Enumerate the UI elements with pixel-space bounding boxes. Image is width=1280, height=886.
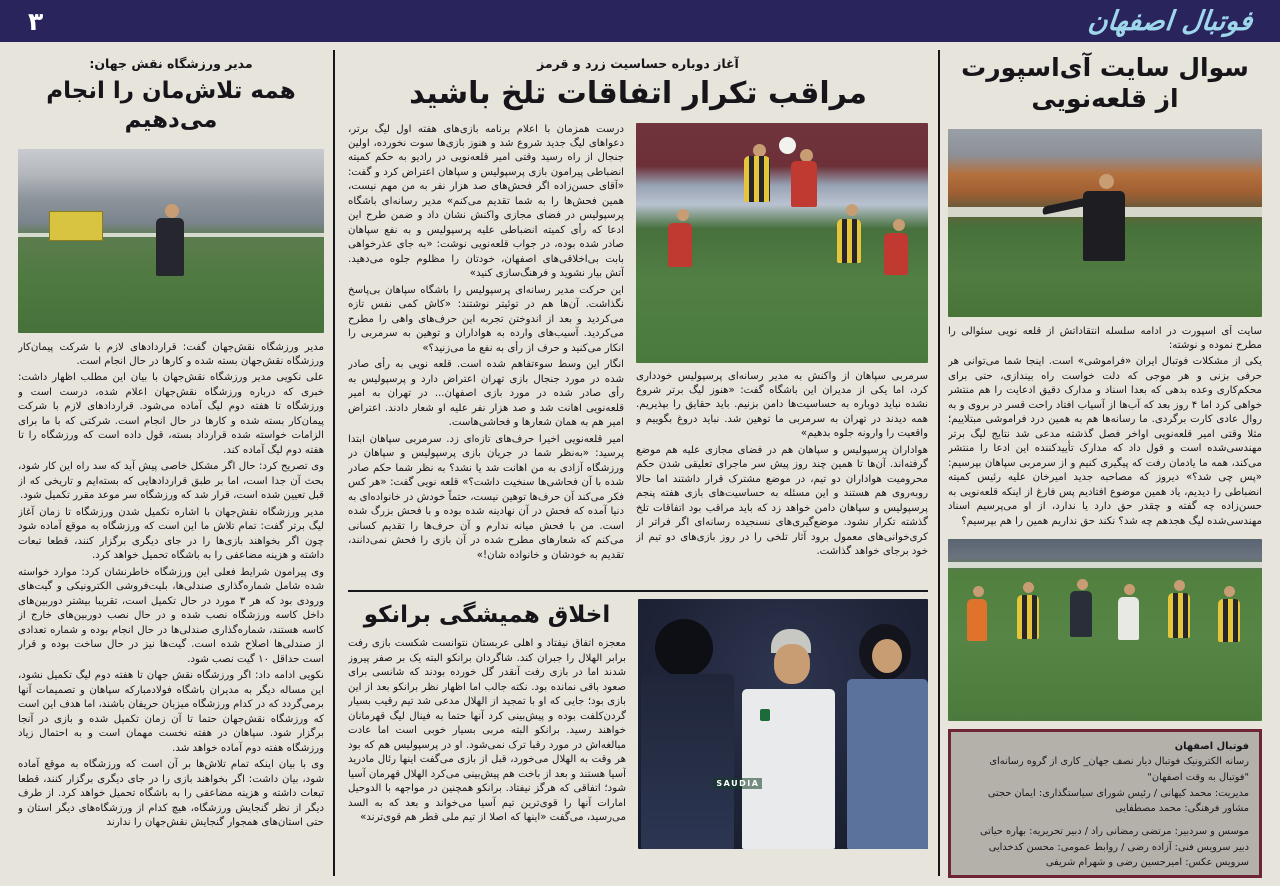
paragraph: معجزه اتفاق نیفتاد و اهلی عربستان نتوانست شکست بازی رفت برابر الهلال را جبران کند. شاگردان برانکو البته یک بر صفر پیروز شدند اما در بازی رفت آنقدر گل خورده بودند که شانسی برای صعود باقی نمانده بود. نکته جالب اما اظهار نظر برانکو بعد از این بازی بود؛ جایی که او با تمجید از الهلال مدعی شد تیم رقیب بسیار گردن‌کلفت بوده و پیش‌بینی کرد آنها حتما به فینال لیگ قهرمانان خواهند رسید. برانکو البته مربی بسیار خوبی است اما عادت مبالغه‌اش در مورد رقبا ترک نمی‌شود. او در پرسپولیس هم که بود هر وقت به الهلال می‌خورد، قبل از بازی می‌گفت اینها رئال مادرید آسیا هستند و بعد از باخت هم پیش‌بینی می‌کرد الهلال قهرمان آسیا شود؛ اتفاقی که هرگز نیفتاد. برانکو همچنین در مواجهه با الدوحیل امارات آنها را قوی‌ترین تیم آسیا می‌خواند و بعد که به السد می‌رسید، می‌گفت «اینها که اصلا از تیم ملی قطر هم قوی‌ترند» (348, 638, 626, 824)
paragraph: درست همزمان با اعلام برنامه بازی‌های هفته اول لیگ برتر، دعواهای لیگ جدید شروع شد و هنوز بازی‌ها سوت نخورده، اولین جنجال از راه رسید وقتی امیر قلعه‌نویی در رادیو به حکم کمیته انضباطی پیرامون بازی پرسپولیس و سپاهان اعتراض کرد و گفت: «آقای حسن‌زاده اگر فحش‌های صد هزار نفر به من مهم نیست، همین فحش‌ها را به شما تقدیم می‌کنم» مدیر رسانه‌ای باشگاه پرسپولیس در فضای مجازی واکنش نشان داد و ضمن طرح این ادعا که رأی کمیته انضباطی علیه پرسپولیس و به نفع سپاهان صادر شده بوده، در جواب قلعه‌نویی نوشت: «به جای عذرخواهی بابت بی‌اخلاقی‌های اصفهان، خودتان را مظلوم جلوه می‌دهید. آتش بیار نشوید و فرهنگ‌سازی کنید» (348, 123, 624, 280)
stadium-headline: همه تلاش‌مان را انجام می‌دهیم (46, 78, 296, 133)
player-hair (655, 619, 713, 677)
isport-body (948, 325, 1262, 533)
branko-photo (638, 599, 928, 849)
club-crest (760, 709, 770, 721)
paragraph: وی پیرامون شرایط فعلی این ورزشگاه خاطرنشان کرد: موارد خواسته شده شامل شماره‌گذاری صندلی‌ها، بلیت‌فروشی الکترونیکی و گیت‌های ورودی بود که هر ۳ مورد در حال تکمیل است، تقریبا بیشتر دوربین‌های داخل کاسه ورزشگاه نصب شده و در حال نصب دوربین‌های خارج از کاسه هستند، شماره‌گذاری صندلی‌ها در حال انجام بوده و شماره تعدادی از صندلی‌ها اصلاح شده است. گیت‌ها نیز در حال ساخت بوده و قرار است حداقل ۱۰ گیت نصب شود. (18, 566, 324, 665)
isport-headline (948, 52, 1262, 115)
player-head (846, 204, 858, 216)
player-head (893, 219, 905, 231)
player-head (1023, 582, 1034, 593)
player-head (1124, 584, 1135, 595)
paragraph: مدیر ورزشگاه نقش‌جهان با اشاره تکمیل شدن ورزشگاه تا زمان آغاز لیگ برتر گفت: تمام تلاش ما این است که ورزشگاه به موقع آماده شود چون اگر بخواهند بازی‌ها را در جای دیگری برگزار کنند، قطعا تبعات داشته و هزینه مضاعفی را به باشگاه تحمیل خواهد کرد. (18, 506, 324, 562)
paragraph: یکی از مشکلات فوتبال ایران «فراموشی» است. اینجا شما می‌توانی هر حرفی بزنی و هر موجی که دلت خواست راه بیندازی، حتی برای محکم‌کاری وعده بدهی که بعدا اسناد و مدارک دقیق ادعایت را هم منتشر خواهی کرد اما ۴ روز بعد که آب‌ها از آسیاب افتاد راحت قسر در بروی و به روال عادی کارت برگردی. ما رسانه‌ها هم به همین درد فراموشی مبتلاییم؛ مثلا وقتی امیر قلعه‌نویی اواخر فصل گذشته مدعی شد نتایج لیگ برتر مهندسی‌شده است و قول داد که مدارک تأییدکننده این ادعا را منتشر می‌کند، همه ما یادمان رفت که پیگیری کنیم و از سرمربی سپاهان بپرسیم: «پس چی شد؟» دیروز که مصاحبه جدید امیرخان علیه رئیس کمیته انضباطی را دیدیم، یاد همین موضوع افتادیم پس فارغ از اینکه قلعه‌نویی به حسن‌زاده چه گفته و چقدر حق دارد یا ندارد، از او می‌پرسیم اسناد مهندسی‌شده لیگ هجدهم چه شد؟ نکند حق نداریم همین را هم بپرسیم؟ (948, 356, 1262, 527)
isport-headline-line2: از قلعه‌نویی (1031, 84, 1179, 114)
sepahan-players-photo (948, 539, 1262, 721)
credits-line: موسس و سردبیر: مرتضی رمضانی راد / دبیر تحریریه: بهاره حیاتی (979, 825, 1249, 837)
player-head (800, 149, 813, 162)
sepahan-player (837, 219, 861, 263)
paragraph: علی نکویی مدیر ورزشگاه نقش‌جهان با بیان این مطلب اظهار داشت: خبری که درباره ورزشگاه نقش‌جهان اعلام شده، درست است و ورزشگاه تا هفته دوم لیگ آماده می‌شود. قراردادهای لازم با شرکت پیمان‌کار بسته شده و کارها در حال انجام است. شرکتی که با ما برای الزامات خواسته شده قرارداد بسته، قول داده است که ورزشگاه را تا هفته دوم لیگ آماده کند. (18, 372, 324, 456)
naghshejahan-stadium-photo (18, 149, 324, 333)
alahli-player-left (641, 674, 734, 849)
page-number: ۳ (28, 6, 44, 36)
manager-head (165, 204, 179, 218)
player-face (872, 639, 902, 673)
derby-headline: مراقب تکرار اتفاقات تلخ باشید (409, 76, 867, 111)
credits-line: فوتبال اصفهان (1174, 740, 1249, 752)
player-head (1077, 579, 1088, 590)
paragraph: مدیر ورزشگاه نقش‌جهان گفت: قراردادهای لازم با شرکت پیمان‌کار ورزشگاه نقش‌جهان بسته شده و کارها در حال انجام است. (18, 341, 324, 367)
paragraph: امیر قلعه‌نویی اخیرا حرف‌های تازه‌ای زد. سرمربی سپاهان ابتدا پرسید: «به‌نظر شما در جریان بازی پرسپولیس و سپاهان در ورزشگاه آزادی به من اهانت شد یا نشد؟ به نظر شما حکم صادر شده با آن فحاشی‌ها سنخیت داشت؟» قلعه نویی گفت: «هر کس فکر می‌کند آن حرف‌ها توهین نیست، حتماً خودش در خانواده‌ای به دنیا آمده که فحش در آن نهادینه شده بوده و با فحش بزرگ شده است. من با فحش میانه ندارم و آن حرف‌ها را تقدیم کسانی می‌کنم که شعارهای مطرح شده در آن بازی را فحش نمی‌دانند، تقدیم به خودشان و خانواده شان!» (348, 433, 624, 561)
paragraph: وی با بیان اینکه تمام تلاش‌ها بر آن است که ورزشگاه به موقع آماده شود، بیان داشت: اگر بخواهند بازی را در جای دیگری برگزار کنند، قطعا تبعات داشته و هزینه مضاعفی را به باشگاه تحمیل خواهد کرد. از طرف دیگر از نظر گنجایش ورزشگاه، هیچ کدام از ورزشگاه‌های دیگر استان و حتی استان‌های همجوار گنجایش نقش‌جهان را ندارند (18, 759, 324, 828)
player-head (973, 586, 984, 597)
paragraph: وی تصریح کرد: حال اگر مشکل خاصی پیش آید که سد راه این کار شود، بحث آن جدا است، اما بر طبق قراردادهایی که بسته‌ایم و تاریخی که از قبل تعیین شده است، قرار شد که ورزشگاه سر موعد مقرر تکمیل شود. (18, 461, 324, 502)
stadium-kicker: مدیر ورزشگاه نقش جهان: (89, 56, 253, 71)
player-head (677, 209, 689, 221)
pitch-line (948, 562, 1262, 568)
masthead-bar (0, 0, 1280, 42)
branko-face (774, 644, 810, 684)
staff-figure (1070, 591, 1092, 637)
persepolis-player (791, 161, 817, 207)
credits-line: سرویس عکس: امیرحسین رضی و شهرام شریفی (1045, 857, 1249, 869)
sepahan-player (744, 156, 770, 202)
referee-figure (967, 599, 987, 641)
article-derby-tension (348, 48, 928, 878)
newspaper-title: فوتبال اصفهان (1086, 5, 1254, 37)
match-action-photo (636, 123, 928, 363)
article-divider (348, 590, 928, 592)
derby-body-column1 (348, 123, 624, 581)
alahli-player-right (847, 679, 928, 849)
player-figure (1218, 599, 1240, 642)
credits-line: مدیریت: محمد کیهانی / رئیس شورای سیاستگذاری: ایمان حجتی (987, 787, 1249, 799)
credits-line: رسانه الکترونیک فوتبال دیار نصف جهان_ کاری از گروه رسانه‌ای "فوتبال به وقت اصفهان" (989, 756, 1249, 783)
branko-headline: اخلاق همیشگی برانکو (363, 601, 611, 628)
persepolis-player (884, 233, 908, 275)
paragraph: نکویی ادامه داد: اگر ورزشگاه نقش جهان تا هفته دوم لیگ تکمیل نشود، این مساله دیگر به مدیران باشگاه فولادمبارکه سپاهان و تصمیمات آنها برمی‌گردد که در کدام ورزشگاه میزبان حریفان باشند، اما هدف این است که ورزشگاه نقش‌جهان حتما تا آن زمان تکمیل شده و بازی در آنجا برگزار شود. سپاهان در هفته نخست مهمان است و به احتمال زیاد ورزشگاه هفته دوم آماده خواهد شد. (18, 670, 324, 754)
paragraph: هواداران پرسپولیس و سپاهان هم در فضای مجازی علیه هم موضع گرفته‌اند. آن‌ها تا همین چند روز پیش سر ماجرای تعلیقی شدن حکم محرومیت هواداران دو تیم، در موضع مشترک قرار داشتند اما حالا روبه‌روی هم هستند و این مسئله به حساسیت‌های بازی هفته پنجم پرسپولیس و سپاهان دامن خواهد زد که باید مراقب بود اتفاقات تلخ گذشته تکرار نشود. موضع‌گیری‌های نسنجیده رسانه‌ای اگر فراتر از کری‌خوانی‌های معمول برود آثار تلخی را در روز بازی‌های دو تیم از خود برجای خواهد گذاشت. (636, 444, 928, 558)
credits-line: دبیر سرویس فنی: آزاده رضی / روابط عمومی: محسن کدخدایی (988, 841, 1249, 853)
manager-figure (156, 218, 184, 276)
article-branko (348, 599, 928, 849)
coach-ghalenoei-photo (948, 129, 1262, 317)
stadium-banner (49, 211, 103, 241)
paragraph: انگار این وسط سوءتفاهم شده است. قلعه نویی به رأی صادر شده در مورد جنجال بازی تهران اعتراض دارد و پرسپولیس به رأی صادر شده در مورد بازی اصفهان... در تهران به امیر قلعه‌نویی اهانت شد و صد هزار نفر علیه او شعار دادند. اعتراض امیر هم به همان شعارها و فحاشی‌هاست. (348, 359, 624, 429)
player-figure (1168, 593, 1190, 638)
paragraph: سایت آی اسپورت در ادامه سلسله انتقاداتش از قلعه نویی سئوالی را مطرح نموده و نوشته: (948, 325, 1262, 351)
stadium-body (18, 341, 324, 879)
paragraph: سرمربی سپاهان از واکنش به مدیر رسانه‌ای پرسپولیس خودداری کرد، اما یکی از مدیران این باشگاه گفت: «هنوز لیگ برتر شروع نشده نباید دوباره به حساسیت‌ها دامن بزنیم. باید حقایق را بپذیریم. همه دیدند در تهران به سرمربی ما توهین شد. نباید دروغ بگوییم و واقعیت را وارونه جلوه بدهیم» (636, 370, 928, 440)
player-figure (1017, 595, 1039, 639)
credits-box (948, 729, 1262, 879)
player-head (1174, 580, 1185, 591)
persepolis-player (668, 223, 692, 267)
article-stadium (18, 48, 324, 878)
article-isport (948, 48, 1262, 878)
coach-head (1099, 174, 1114, 189)
branko-body (348, 637, 626, 848)
column-divider-left (333, 50, 335, 876)
shirt-sponsor-text: SAUDIA (713, 778, 762, 789)
player-head (1224, 586, 1235, 597)
paragraph: این حرکت مدیر رسانه‌ای پرسپولیس را باشگاه سپاهان بی‌پاسخ نگذاشت. آن‌ها هم در توئیتر نوشتند: «کاش کمی نفس تازه می‌کردید و بعد از اندوختن تجربه این حرف‌های واهی را مطرح می‌کردید. آسیب‌های وارده به هواداران و توهین به سرمربی را انکار می‌کنید و حرف از رأی به نفع ما می‌زنید؟» (348, 284, 624, 354)
credits-line: مشاور فرهنگی: محمد مصطفایی (1115, 803, 1249, 815)
staff-figure (1118, 597, 1139, 640)
column-divider-right (938, 50, 940, 876)
isport-headline-line1: سوال سایت آی‌اسپورت (961, 53, 1249, 82)
football (779, 137, 796, 154)
derby-body-column2 (636, 370, 928, 581)
derby-kicker: آغاز دوباره حساسیت زرد و قرمز (537, 56, 739, 71)
branko-white-shirt (742, 689, 835, 849)
